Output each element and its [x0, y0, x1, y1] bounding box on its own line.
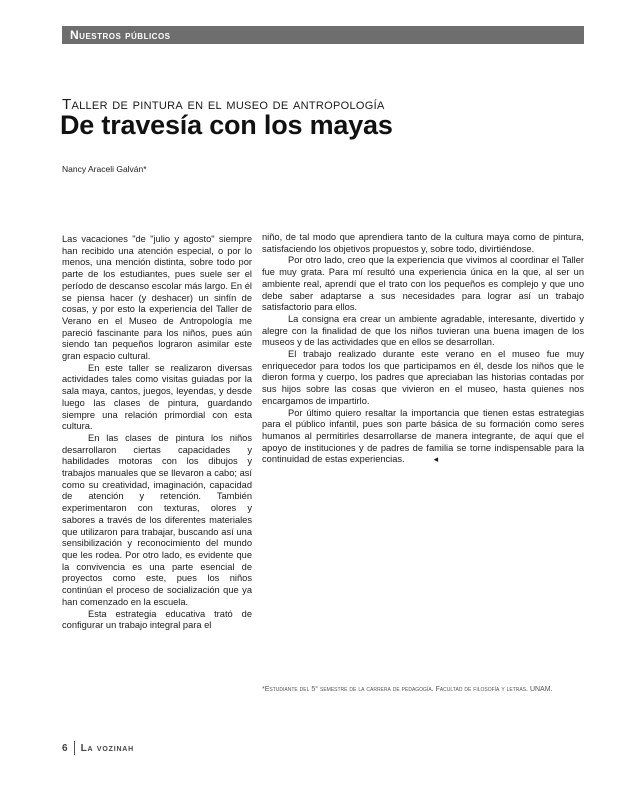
right-column: [262, 232, 584, 466]
left-column: [62, 234, 252, 632]
article-kicker: Taller de pintura en el museo de antropología: [62, 96, 385, 113]
paragraph: El trabajo realizado durante este verano en el museo fue muy enriquecedor para todos los que participamos en él, desde los niños que le dieron forma y cuerpo, los padres que apreciaban las historias contadas por sus hijos sobre las cosas que vivieron en el museo, hasta quienes nos encargamos de impartirlo.: [262, 349, 584, 406]
paragraph: Por otro lado, creo que la experiencia que vivimos al coordinar el Taller fue muy grata. Para mí resultó una experiencia única en la que, al ser un ambiente real, aprendí que el trato con los pequeños es complejo y que uno debe saber adaptarse a sus necesidades para lograr así un trabajo satisfactorio para ellos.: [262, 255, 584, 313]
article-author: Nancy Araceli Galván*: [62, 164, 147, 174]
end-of-article-icon: ◂: [433, 454, 439, 465]
magazine-name: La vozinah: [80, 742, 135, 754]
article-title: De travesía con los mayas: [60, 110, 393, 140]
page-number: 6: [62, 742, 68, 754]
paragraph: niño, de tal modo que aprendiera tanto de la cultura maya como de pintura, satisfaciendo los objetivos propuestos y, sobre todo, divirtiéndose.: [262, 232, 584, 254]
paragraph: Esta estrategia educativa trató de configurar un trabajo integral para el: [62, 608, 252, 631]
paragraph: En este taller se realizaron diversas actividades tales como visitas guiadas por la sala maya, cantos, juegos, leyendas, y desde luego las clases de pintura, guardando siempre una relación primordial con esta cultura.: [62, 362, 252, 432]
paragraph-text: Por último quiero resaltar la importancia que tienen estas estrategias para el público infantil, pues son parte básica de su formación como seres humanos al permitirles desarrollarse de manera integrante, de aquí que el apoyo de instituciones y de padres de familia se torne indispensable para la continuidad de estas experiencias.: [262, 407, 584, 465]
footer-divider: [74, 741, 75, 755]
paragraph: La consigna era crear un ambiente agradable, interesante, divertido y alegre con la finalidad de que los niños tuvieran una buena imagen de los museos y de las actividades que en ellos se desarrollan.: [262, 313, 584, 348]
paragraph: En las clases de pintura los niños desarrollaron ciertas capacidades y habilidades motoras con los dibujos y trabajos manuales que se llevaron a cabo; así como su creatividad, imaginación, capacidad de atención y retención. También experimentaron con texturas, olores y sabores a través de los diferentes materiales que utilizaron para trabajar, buscando así una sensibilización y reconocimiento del mundo que les rodea. Por otro lado, es evidente que la convivencia es una parte esencial de proyectos como este, pues los niños continúan el proceso de socialización que ya han comenzado en la escuela.: [62, 432, 252, 607]
page-footer: [62, 740, 134, 756]
author-footnote: *Estudiante del 5° semestre de la carrera de pedagogía. Facultad de filosofía y letras. UNAM.: [262, 686, 553, 693]
section-label: Nuestros públicos: [70, 28, 171, 42]
section-header: [62, 26, 584, 44]
paragraph: Las vacaciones "de "julio y agosto" siempre han recibido una atención especial, o por lo menos, una mención distinta, sobre todo por parte de los estudiantes, pues suele ser el período de descanso escolar más largo. En él se piensa hacer (y deshacer) un sinfín de cosas, y por esto la experiencia del Taller de Verano en el Museo de Antropología me pareció fascinante para los niños, pues aún siendo tan pequeños lograron asimilar este gran espacio cultural.: [62, 234, 252, 362]
last-paragraph: [262, 408, 584, 467]
